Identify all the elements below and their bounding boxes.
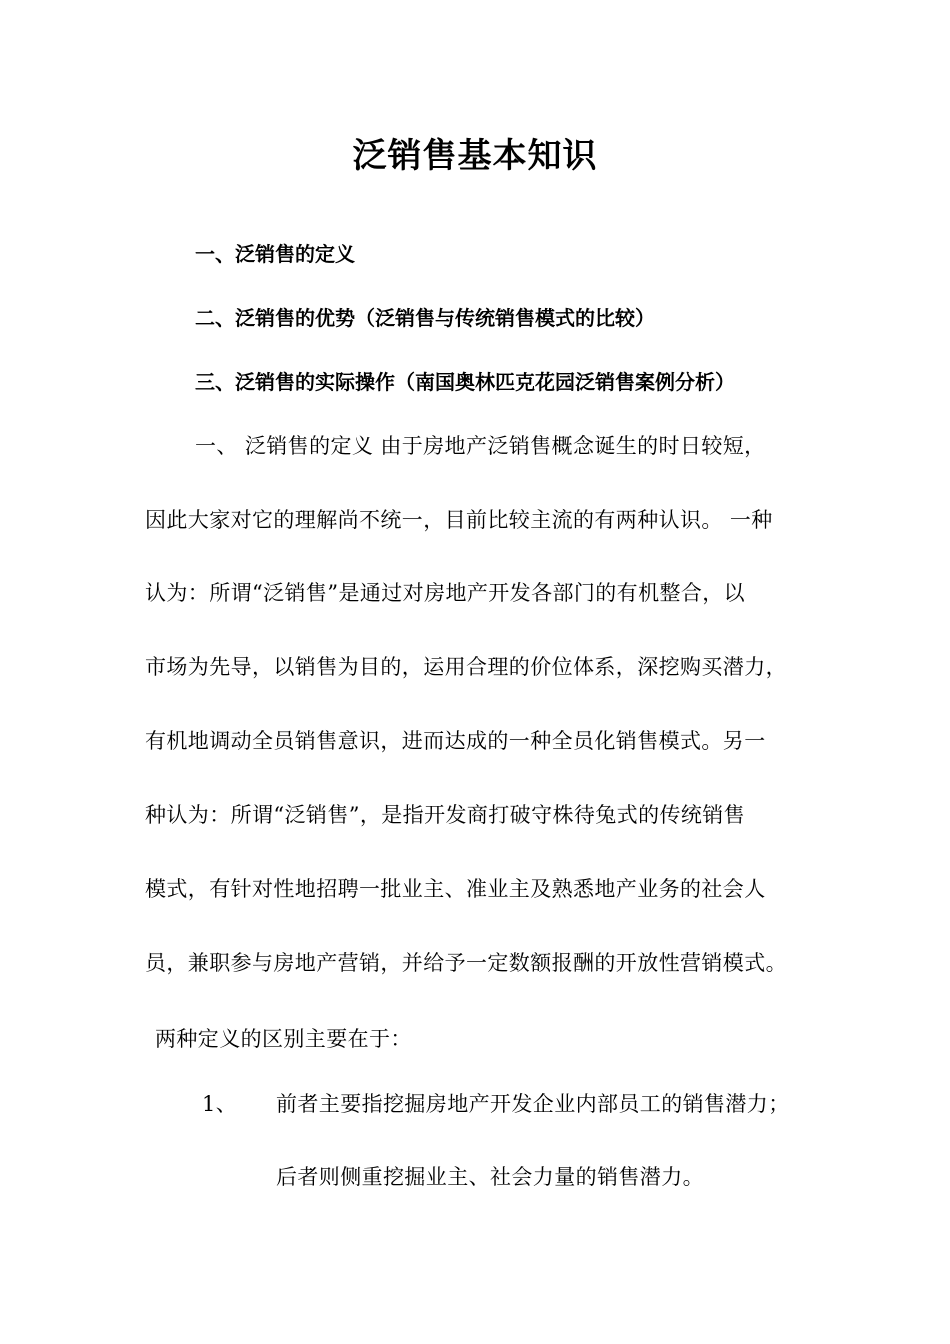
list-item-text: 前者主要指挖掘房地产开发企业内部员工的销售潜力；: [276, 1092, 790, 1116]
paragraph-line: 因此大家对它的理解尚不统一，目前比较主流的有两种认识。 一种: [145, 508, 773, 532]
paragraph-line: 认为：所谓“泛销售”是通过对房地产开发各部门的有机整合，以: [145, 581, 746, 605]
difference-intro: 两种定义的区别主要在于：: [155, 1027, 412, 1051]
list-item-continuation: 后者则侧重挖掘业主、社会力量的销售潜力。: [276, 1165, 704, 1189]
paragraph-line: 员，兼职参与房地产营销，并给予一定数额报酬的开放性营销模式。: [145, 951, 787, 975]
paragraph-line: 一、 泛销售的定义 由于房地产泛销售概念诞生的时日较短，: [195, 434, 766, 458]
document-title: 泛销售基本知识: [352, 136, 598, 176]
toc-item-practice: 三、泛销售的实际操作（南国奥林匹克花园泛销售案例分析）: [195, 370, 735, 394]
paragraph-line: 种认为：所谓“泛销售”，是指开发商打破守株待兔式的传统销售: [145, 803, 746, 827]
toc-item-advantages: 二、泛销售的优势（泛销售与传统销售模式的比较）: [195, 306, 655, 330]
paragraph-line: 有机地调动全员销售意识，进而达成的一种全员化销售模式。另一: [145, 729, 766, 753]
toc-item-definition: 一、泛销售的定义: [195, 242, 355, 266]
list-marker: 1、: [202, 1092, 238, 1116]
paragraph-line: 市场为先导，以销售为目的，运用合理的价位体系，深挖购买潜力，: [145, 655, 787, 679]
paragraph-line: 模式，有针对性地招聘一批业主、准业主及熟悉地产业务的社会人: [145, 877, 766, 901]
